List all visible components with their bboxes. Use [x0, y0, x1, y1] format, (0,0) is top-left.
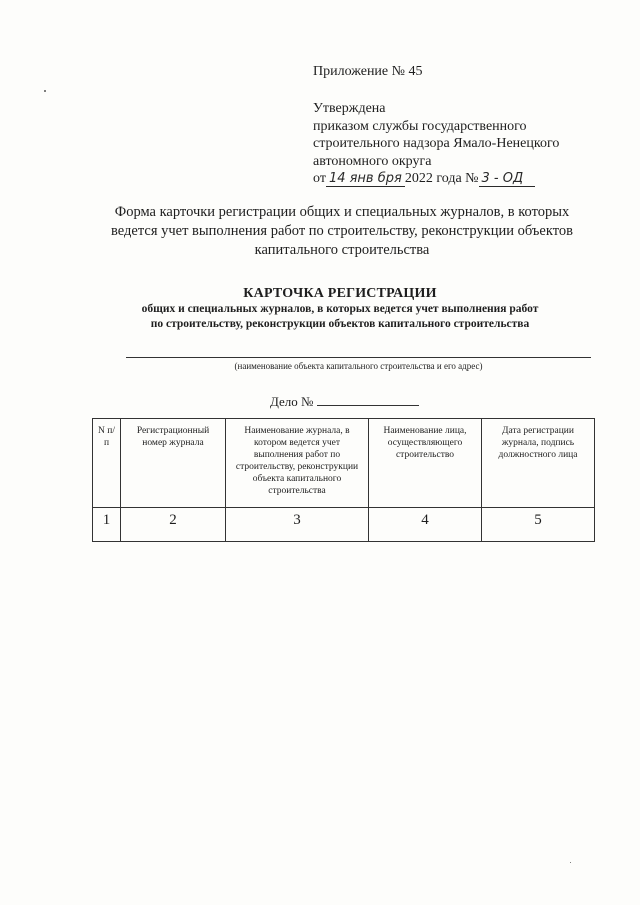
handwritten-order-number: 3 - ОД [479, 172, 535, 187]
scan-speck [570, 862, 571, 863]
appendix-number: Приложение № 45 [313, 64, 423, 79]
header-cell-reg-number: Регистрационный номер журнала [121, 419, 226, 508]
case-number-blank [317, 393, 419, 406]
card-subtitle: общих и специальных журналов, в которых ведется учет выполнения работ по строительству, реконструкции объектов капитального строительства [141, 303, 539, 330]
case-number [270, 393, 419, 410]
header-cell-date-signature: Дата регистрации журнала, подпись должностного лица [482, 419, 595, 508]
date-prefix: от [313, 171, 326, 186]
table-header-row [93, 419, 595, 508]
column-number-cell: 3 [226, 508, 369, 542]
handwritten-date: 14 янв бря [326, 172, 405, 187]
approval-line: автономного округа [313, 153, 432, 169]
card-heading [140, 286, 540, 332]
approval-line: строительного надзора Ямало-Ненецкого [313, 136, 560, 151]
approval-line: приказом службы государственного [313, 118, 527, 134]
object-caption: (наименование объекта капитального строительства и его адрес) [234, 361, 483, 371]
object-name-line [126, 357, 591, 358]
column-number-cell: 4 [369, 508, 482, 542]
header-cell-number: N п/п [93, 419, 121, 508]
approval-line: Утверждена [313, 101, 386, 116]
header-cell-builder: Наименование лица, осуществляющего строительство [369, 419, 482, 508]
case-label: Дело № [270, 394, 314, 409]
column-number-cell: 5 [482, 508, 595, 542]
column-number-cell: 2 [121, 508, 226, 542]
approval-date-line [313, 170, 559, 188]
header-cell-journal-name: Наименование журнала, в котором ведется учет выполнения работ по строительству, реконструкции объекта капитального строительства [226, 419, 369, 508]
table-row [93, 508, 595, 542]
card-title: КАРТОЧКА РЕГИСТРАЦИИ [243, 286, 437, 301]
registration-table [92, 418, 595, 542]
column-number-cell: 1 [93, 508, 121, 542]
approval-block [313, 100, 559, 188]
date-year: 2022 года № [404, 171, 479, 186]
scan-speck [44, 90, 46, 92]
form-title: Форма карточки регистрации общих и специальных журналов, в которых ведется учет выполнения работ по строительству, реконструкции объектов капитального строительства [111, 204, 573, 258]
